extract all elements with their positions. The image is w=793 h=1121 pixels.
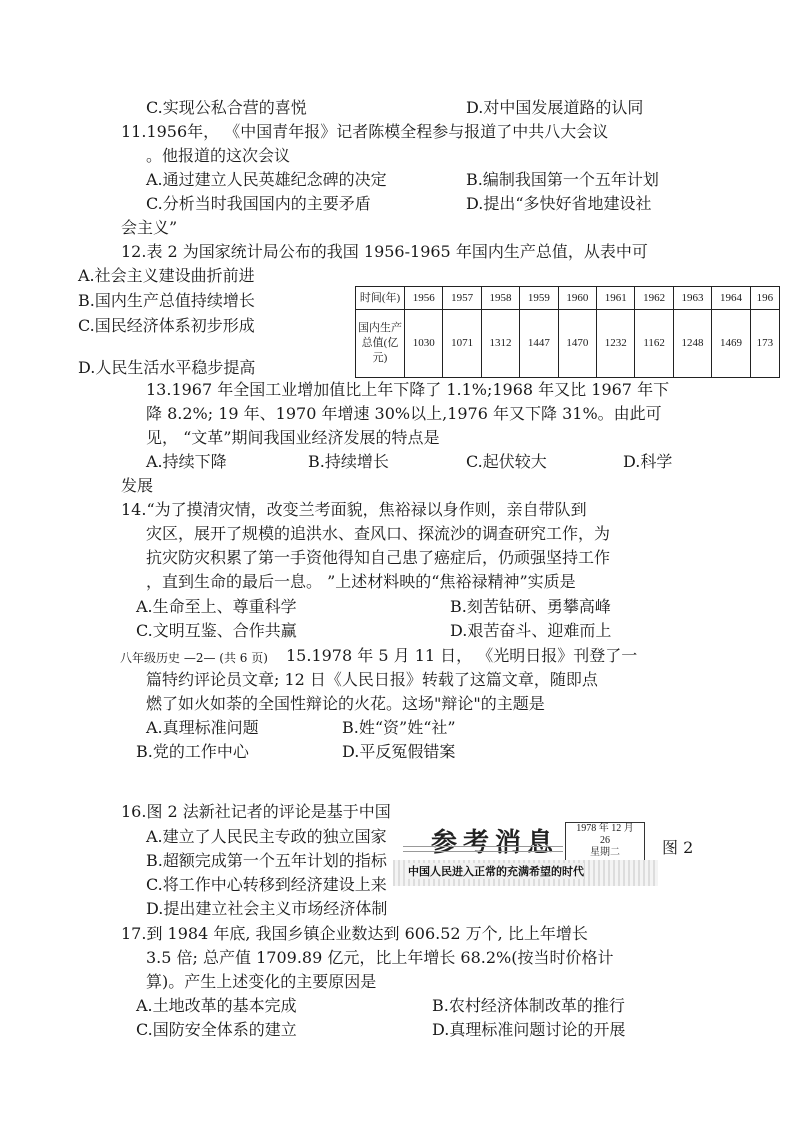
text-line: A.生命至上、尊重科学: [136, 597, 297, 616]
newspaper-date-line: 26: [600, 835, 610, 846]
table-cell: 1312: [481, 310, 519, 378]
text-line: C.将工作中心转移到经济建设上来: [146, 875, 387, 894]
text-line: 12.表 2 为国家统计局公布的我国 1956-1965 年国内生产总值，从表中可: [121, 242, 648, 261]
text-line: D.真理标准问题讨论的开展: [432, 1020, 626, 1039]
text-line: 燃了如火如荼的全国性辩论的火花。这场"辩论"的主题是: [146, 694, 545, 713]
text-line: 3.5 倍; 总产值 1709.89 亿元，比上年增长 68.2%(按当时价格计: [146, 948, 614, 967]
text-line: D.平反冤假错案: [342, 742, 456, 761]
text-line: 14.“为了摸清灾情，改变兰考面貌，焦裕禄以身作则，亲自带队到: [121, 500, 587, 519]
newspaper-masthead: [393, 820, 658, 858]
gdp-table: [355, 286, 780, 378]
table-cell: 1030: [405, 310, 443, 378]
text-line: B.农村经济体制改革的推行: [432, 996, 625, 1015]
newspaper-image: [393, 820, 658, 886]
text-line: D.提出“多快好省地建设社: [466, 194, 652, 213]
table-header-cell: 国内生产总值(亿元): [356, 310, 405, 378]
text-line: 17.到 1984 年底, 我国乡镇企业数达到 606.52 万个, 比上年增长: [121, 924, 588, 943]
table-cell: 1959: [520, 287, 558, 310]
text-line: 抗灾防灾积累了第一手资他得知自己患了癌症后，仍顽强坚持工作: [146, 548, 611, 567]
table-cell: 1232: [597, 310, 635, 378]
text-line: A.建立了人民民主专政的独立国家: [146, 827, 387, 846]
table-cell: 173: [750, 310, 779, 378]
text-line: 会主义”: [121, 218, 178, 237]
table-header-cell: 时间(年): [356, 287, 405, 310]
table-cell: 1960: [558, 287, 596, 310]
text-line: 灾区，展开了规模的追洪水、查风口、探流沙的调查研究工作，为: [146, 524, 611, 543]
text-line: 见， “文革”期间我国业经济发展的特点是: [146, 428, 440, 447]
text-line: B.国内生产总值持续增长: [78, 291, 255, 310]
table-cell: 1963: [673, 287, 711, 310]
text-line: C.国民经济体系初步形成: [78, 316, 255, 335]
text-line: B.编制我国第一个五年计划: [466, 170, 659, 189]
text-line: B.姓“资”姓“社”: [342, 718, 456, 737]
table-cell: 1962: [635, 287, 673, 310]
text-line: B.党的工作中心: [136, 742, 249, 761]
table-cell: 1961: [597, 287, 635, 310]
text-line: C.起伏较大: [466, 452, 547, 471]
table-cell: 1071: [443, 310, 481, 378]
text-line: 15.1978 年 5 月 11 日， 《光明日报》刊登了一: [286, 646, 638, 665]
newspaper-date-line: 星期二: [590, 847, 620, 858]
text-line: B.持续增长: [308, 452, 389, 471]
table-cell: 1447: [520, 310, 558, 378]
figure-label: 图 2: [662, 838, 694, 857]
text-line: C.国防安全体系的建立: [136, 1020, 297, 1039]
text-line: C.实现公私合营的喜悦: [146, 98, 307, 117]
page-footer: 八年级历史 —2— (共 6 页): [120, 651, 268, 665]
newspaper-headline: 中国人民进入正常的充满希望的时代: [408, 865, 584, 878]
text-line: A.持续下降: [146, 452, 227, 471]
text-line: D.对中国发展道路的认同: [466, 98, 644, 117]
newspaper-masthead-title: 参考消息: [431, 828, 560, 858]
divider: [403, 846, 563, 852]
text-line: A.通过建立人民英雄纪念碑的决定: [146, 170, 387, 189]
text-line: 11.1956年， 《中国青年报》记者陈模全程参与报道了中共八大会议: [121, 122, 609, 141]
text-line: A.社会主义建设曲折前进: [78, 266, 255, 285]
newspaper-date-box: [565, 822, 645, 864]
text-line: B.超额完成第一个五年计划的指标: [146, 851, 387, 870]
text-line: D.人民生活水平稳步提高: [78, 358, 256, 377]
text-line: 发展: [121, 476, 154, 495]
table-cell: 1957: [443, 287, 481, 310]
table-cell: 1470: [558, 310, 596, 378]
table-cell: 1956: [405, 287, 443, 310]
newspaper-date-line: 1978 年 12 月: [576, 823, 634, 834]
text-line: C.分析当时我国国内的主要矛盾: [146, 194, 371, 213]
table-cell: 1469: [712, 310, 750, 378]
text-line: A.土地改革的基本完成: [136, 996, 297, 1015]
text-line: A.真理标准问题: [146, 718, 259, 737]
table-cell: 1958: [481, 287, 519, 310]
text-line: 16.图 2 法新社记者的评论是基于中国: [121, 802, 391, 821]
text-line: D.提出建立社会主义市场经济体制: [146, 899, 388, 918]
text-line: C.文明互鉴、合作共赢: [136, 621, 297, 640]
text-line: 13.1967 年全国工业增加值比上年下降了 1.1%;1968 年又比 1967 年下: [146, 380, 670, 399]
text-line: 算)。产生上述变化的主要原因是: [146, 972, 377, 991]
table-cell: 196: [750, 287, 779, 310]
text-line: 降 8.2%; 19 年、1970 年增速 30%以上,1976 年又下降 31%。由此可: [146, 404, 662, 423]
table-cell: 1964: [712, 287, 750, 310]
text-line: 。他报道的这次会议: [146, 146, 291, 165]
text-line: ，直到生命的最后一息。 ”上述材料映的“焦裕禄精神”实质是: [146, 572, 576, 591]
text-line: D.艰苦奋斗、迎难而上: [450, 621, 612, 640]
text-line: D.科学: [623, 452, 673, 471]
text-line: B.刻苦钻研、勇攀高峰: [450, 597, 611, 616]
table-row: [356, 310, 780, 378]
table-cell: 1248: [673, 310, 711, 378]
text-line: 篇特约评论员文章; 12 日《人民日报》转载了这篇文章，随即点: [146, 670, 598, 689]
table-row: [356, 287, 780, 310]
table-cell: 1162: [635, 310, 673, 378]
